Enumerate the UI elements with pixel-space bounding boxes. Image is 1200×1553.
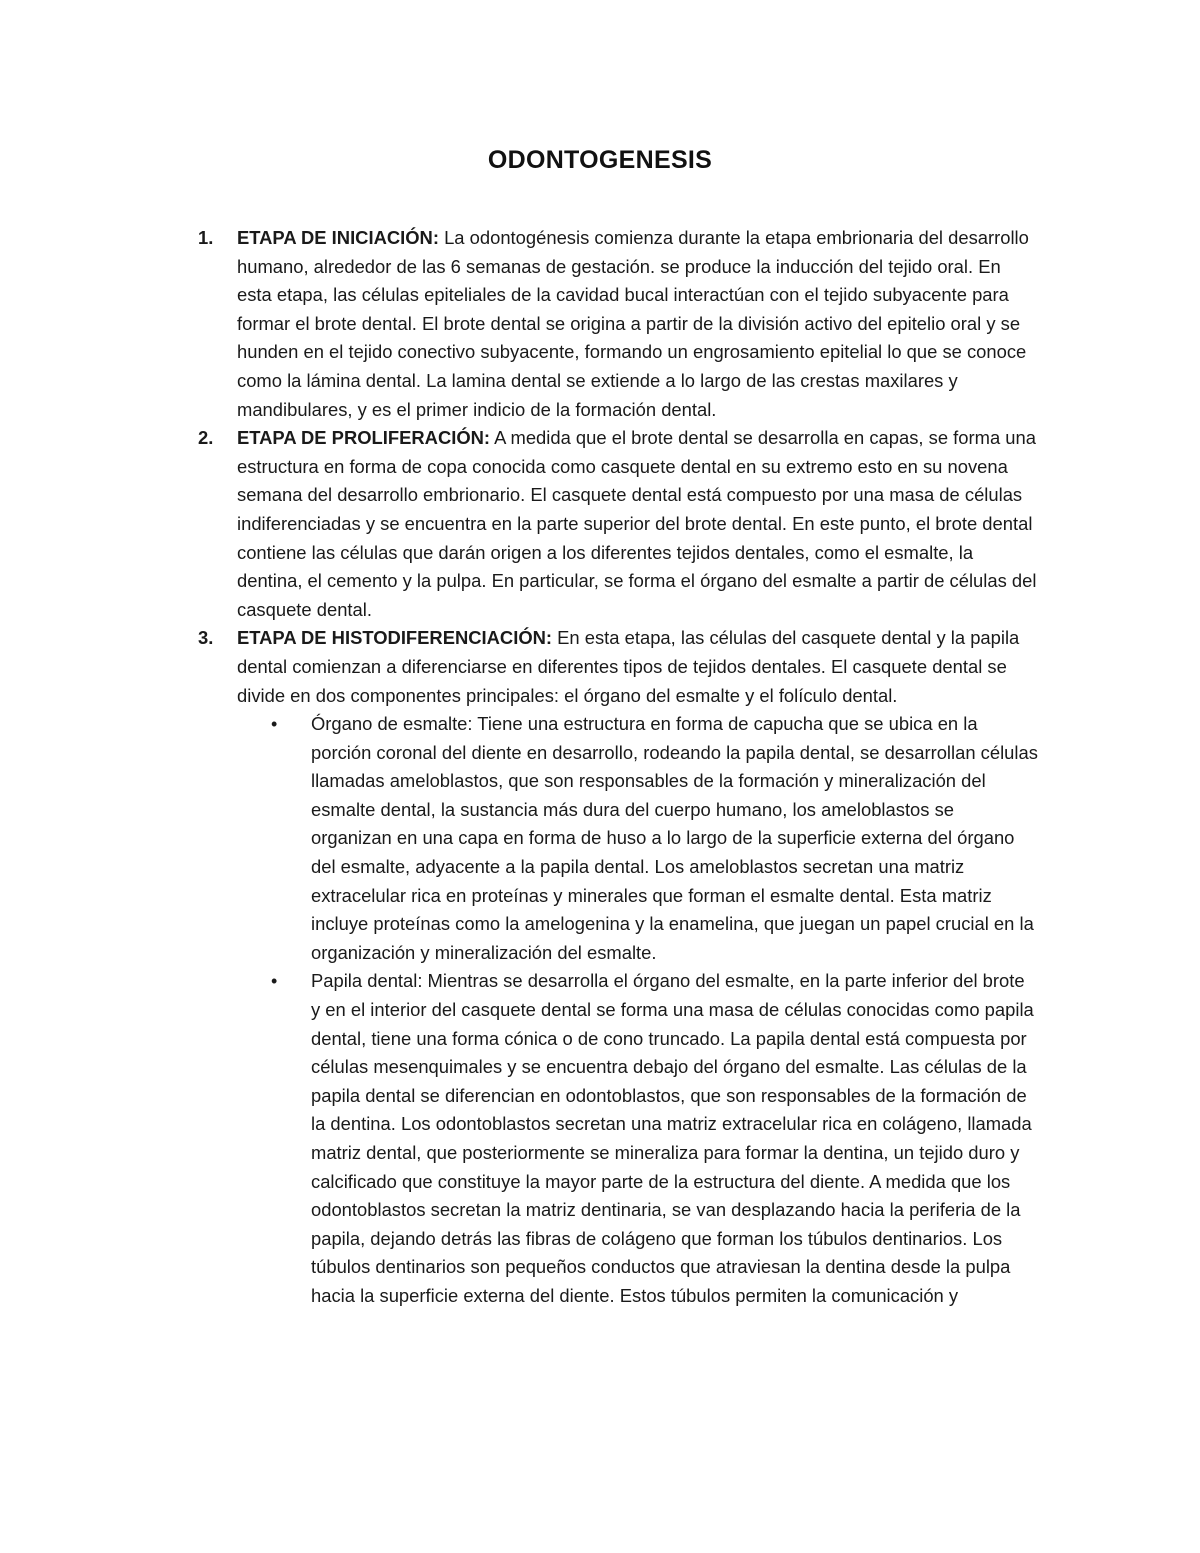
document-body	[198, 224, 1038, 1311]
bullet-text: Órgano de esmalte: Tiene una estructura en forma de capucha que se ubica en la porción coronal del diente en desarrollo, rodeando la papila dental, se desarrollan células llamadas ameloblastos, que son responsables de la formación y mineralización del esmalte dental, la sustancia más dura del cuerpo humano, los ameloblastos se organizan en una capa en forma de huso a lo largo de la superficie externa del órgano del esmalte, adyacente a la papila dental. Los ameloblastos secretan una matriz extracelular rica en proteínas y minerales que forman el esmalte dental. Esta matriz incluye proteínas como la amelogenina y la enamelina, que juegan un papel crucial en la organización y mineralización del esmalte.	[311, 713, 1038, 963]
stage-item-proliferacion	[198, 424, 1038, 624]
bullet-organo-esmalte	[237, 710, 1038, 967]
stage-heading: ETAPA DE PROLIFERACIÓN:	[237, 427, 491, 449]
stage-number: 1.	[198, 227, 214, 248]
stage-text: A medida que el brote dental se desarrolla en capas, se forma una estructura en forma de copa conocida como casquete dental en su extremo esto en su novena semana del desarrollo embrionario. El casquete dental está compuesto por una masa de células indiferenciadas y se encuentra en la parte superior del brote dental. En este punto, el brote dental contiene las células que darán origen a los diferentes tejidos dentales, como el esmalte, la dentina, el cemento y la pulpa. En particular, se forma el órgano del esmalte a partir de células del casquete dental.	[237, 427, 1037, 620]
stage-item-histodiferenciacion	[198, 624, 1038, 1310]
document-title: ODONTOGENESIS	[487, 146, 713, 174]
bullet-icon: •	[271, 971, 278, 992]
stage-heading: ETAPA DE INICIACIÓN:	[237, 227, 439, 248]
stage-number: 3.	[198, 627, 214, 649]
component-bullets	[237, 710, 1038, 1310]
stage-text: La odontogénesis comienza durante la etapa embrionaria del desarrollo humano, alrededor de las 6 semanas de gestación. se produce la inducción del tejido oral. En esta etapa, las células epiteliales de la cavidad bucal interactúan con el tejido subyacente para formar el brote dental. El brote dental se origina a partir de la división activo del epitelio oral y se hunden en el tejido conectivo subyacente, formando un engrosamiento epitelial lo que se conoce como la lámina dental. La lamina dental se extiende a lo largo de las crestas maxilares y mandibulares, y es el primer indicio de la formación dental.	[237, 227, 1029, 420]
stage-text: En esta etapa, las células del casquete dental y la papila dental comienzan a diferenciarse en diferentes tipos de tejidos dentales. El casquete dental se divide en dos componentes principales: el órgano del esmalte y el folículo dental.	[237, 627, 1020, 706]
stages-list	[198, 224, 1038, 1311]
stage-number: 2.	[198, 427, 214, 449]
bullet-icon: •	[271, 714, 278, 735]
bullet-papila-dental	[237, 967, 1038, 1310]
stage-heading: ETAPA DE HISTODIFERENCIACIÓN:	[237, 627, 553, 649]
bullet-text: Papila dental: Mientras se desarrolla el órgano del esmalte, en la parte inferior del brote y en el interior del casquete dental se forma una masa de células conocidas como papila dental, tiene una forma cónica o de cono truncado. La papila dental está compuesta por células mesenquimales y se encuentra debajo del órgano del esmalte. Las células de la papila dental se diferencian en odontoblastos, que son responsables de la formación de la dentina. Los odontoblastos secretan una matriz extracelular rica en colágeno, llamada matriz dental, que posteriormente se mineraliza para formar la dentina, un tejido duro y calcificado que constituye la mayor parte de la estructura del diente. A medida que los odontoblastos secretan la matriz dentinaria, se van desplazando hacia la periferia de la papila, dejando detrás las fibras de colágeno que forman los túbulos dentinarios. Los túbulos dentinarios son pequeños conductos que atraviesan la dentina desde la pulpa hacia la superficie externa del diente. Estos túbulos permiten la comunicación y	[311, 970, 1034, 1306]
stage-item-iniciacion	[198, 224, 1038, 424]
